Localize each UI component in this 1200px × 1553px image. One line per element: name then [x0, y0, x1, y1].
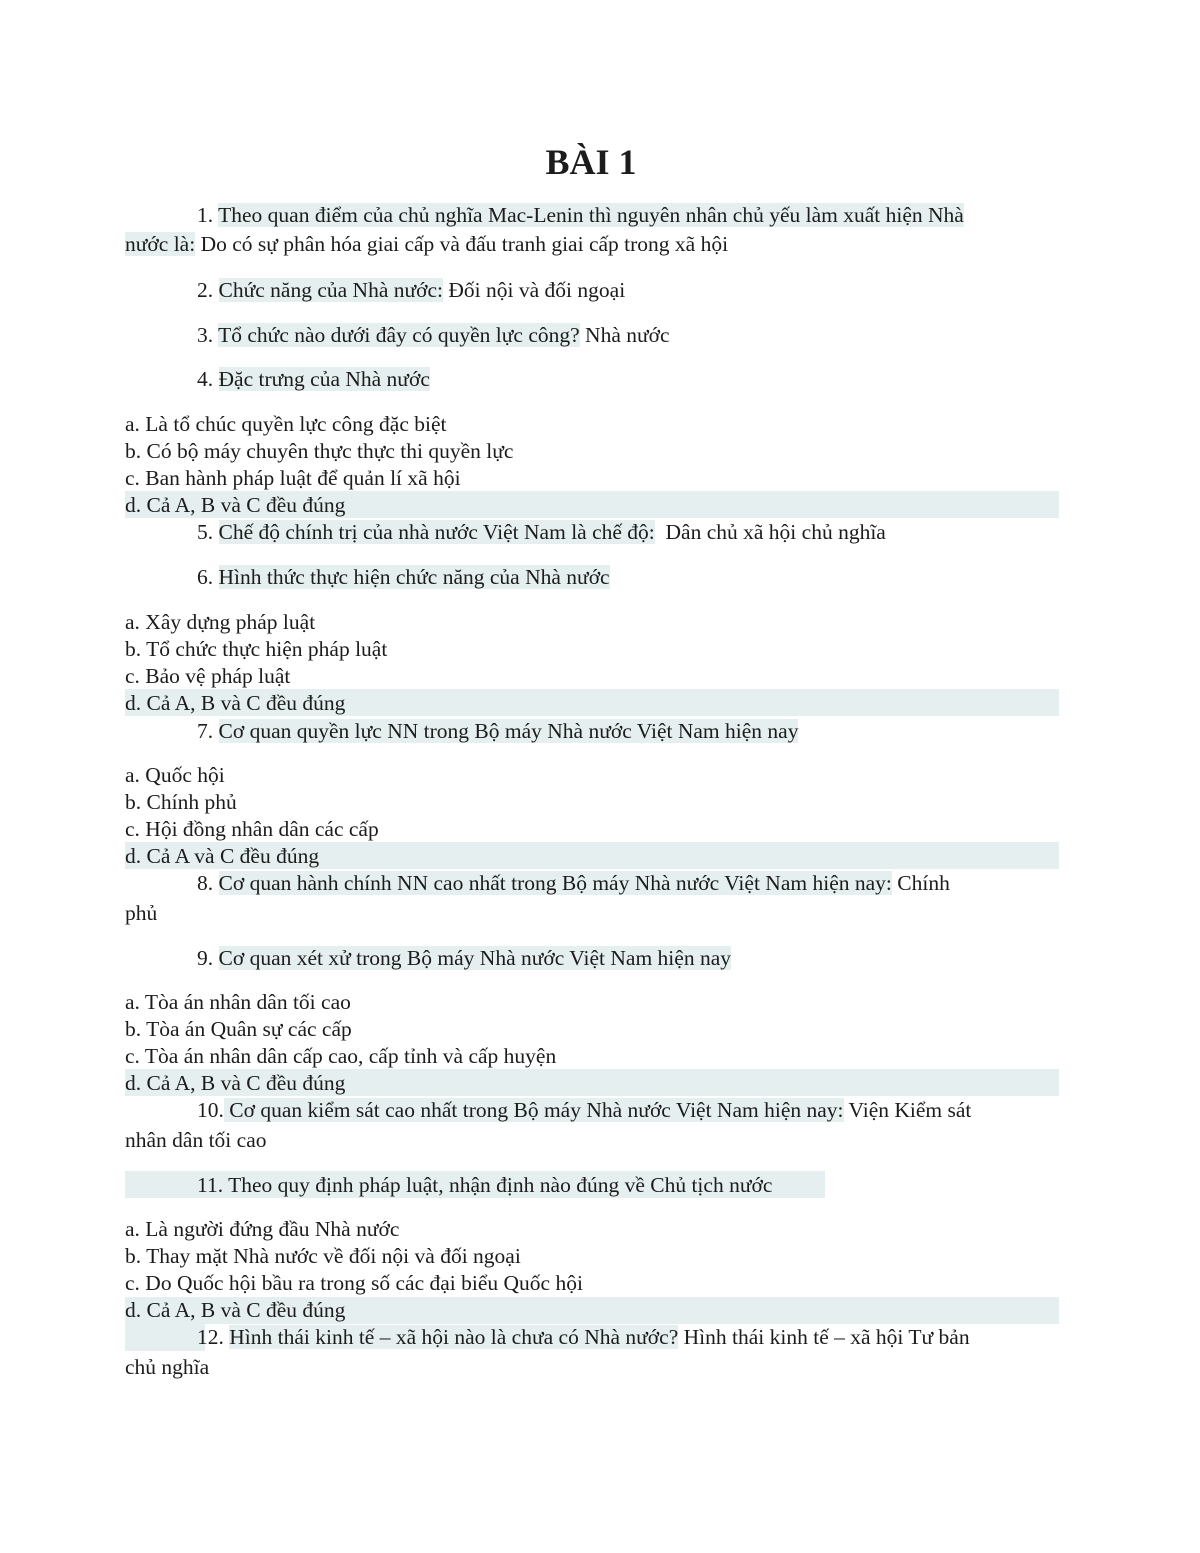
answer-text: Nhà nước	[579, 323, 670, 347]
question-text: Theo quy định pháp luật, nhận định nào đúng về Chủ tịch nước	[228, 1173, 773, 1197]
option: c. Do Quốc hội bầu ra trong số các đại biểu Quốc hội	[125, 1271, 583, 1295]
question-text: Theo quan điểm của chủ nghĩa Mac-Lenin thì nguyên nhân chủ yếu làm xuất hiện Nhà	[218, 203, 964, 227]
answer-text: Do có sự phân hóa giai cấp và đấu tranh giai cấp trong xã hội	[195, 232, 729, 256]
question-4	[197, 366, 430, 393]
question-number: 6.	[197, 565, 214, 589]
question-text: Tổ chức nào dưới đây có quyền lực công?	[218, 323, 580, 347]
option: c. Bảo vệ pháp luật	[125, 664, 291, 688]
option-correct: d. Cả A, B và C đều đúng	[125, 691, 346, 715]
question-8-line-2: phủ	[125, 901, 158, 925]
option-correct: d. Cả A, B và C đều đúng	[125, 1298, 346, 1322]
question-text: Cơ quan xét xử trong Bộ máy Nhà nước Việt Nam hiện nay	[218, 946, 731, 970]
option: c. Hội đồng nhân dân các cấp	[125, 817, 379, 841]
answer-text: Viện Kiểm sát	[843, 1098, 972, 1122]
option: a. Là người đứng đầu Nhà nước	[125, 1217, 400, 1241]
answer-text: Đối nội và đối ngoại	[443, 278, 626, 302]
option: a. Quốc hội	[125, 763, 225, 787]
option-correct: d. Cả A và C đều đúng	[125, 844, 320, 868]
option: b. Tòa án Quân sự các cấp	[125, 1017, 352, 1041]
option: c. Ban hành pháp luật để quản lí xã hội	[125, 466, 461, 490]
question-12-line-2: chủ nghĩa	[125, 1355, 210, 1379]
question-number: 1.	[197, 203, 214, 227]
question-highlight	[125, 1324, 205, 1351]
answer-text: Hình thái kinh tế – xã hội Tư bản	[678, 1325, 970, 1349]
question-text: Cơ quan hành chính NN cao nhất trong Bộ máy Nhà nước Việt Nam hiện nay:	[218, 871, 892, 895]
option-correct: d. Cả A, B và C đều đúng	[125, 1071, 346, 1095]
question-number: 2.	[197, 278, 214, 302]
answer-text: Chính	[891, 871, 950, 895]
option: b. Tổ chức thực hiện pháp luật	[125, 637, 388, 661]
option: b. Chính phủ	[125, 790, 237, 814]
page-title: BÀI 1	[545, 142, 637, 182]
question-text: Chế độ chính trị của nhà nước Việt Nam là chế độ:	[218, 520, 655, 544]
question-12-line-1	[197, 1324, 970, 1351]
question-2	[197, 277, 625, 304]
question-8-line-1	[197, 870, 950, 897]
question-text: Đặc trưng của Nhà nước	[218, 367, 430, 391]
option: a. Tòa án nhân dân tối cao	[125, 990, 351, 1014]
option: b. Thay mặt Nhà nước về đối nội và đối ngoại	[125, 1244, 521, 1268]
question-number: 4.	[197, 367, 214, 391]
option: a. Xây dựng pháp luật	[125, 610, 316, 634]
question-number: 3.	[197, 323, 214, 347]
option: a. Là tổ chúc quyền lực công đặc biệt	[125, 412, 447, 436]
question-10-line-2: nhân dân tối cao	[125, 1128, 267, 1152]
question-text: nước là:	[125, 232, 196, 256]
question-7	[197, 718, 798, 745]
question-text: Chức năng của Nhà nước:	[218, 278, 444, 302]
question-number: 9.	[197, 946, 214, 970]
question-text: Cơ quan quyền lực NN trong Bộ máy Nhà nước Việt Nam hiện nay	[218, 719, 799, 743]
question-number: 8.	[197, 871, 214, 895]
question-text: Hình thức thực hiện chức năng của Nhà nước	[218, 565, 610, 589]
question-6	[197, 564, 610, 591]
question-11	[197, 1172, 772, 1199]
question-1-line-1	[197, 202, 964, 229]
question-number: 11.	[197, 1173, 224, 1197]
question-3	[197, 322, 670, 349]
question-number: 5.	[197, 520, 214, 544]
question-9	[197, 945, 731, 972]
question-text: Hình thái kinh tế – xã hội nào là chưa có Nhà nước?	[229, 1325, 679, 1349]
question-number: 12.	[197, 1325, 224, 1349]
option: b. Có bộ máy chuyên thực thực thi quyền lực	[125, 439, 514, 463]
question-10-line-1	[197, 1097, 971, 1124]
question-number: 7.	[197, 719, 214, 743]
question-1-line-2	[125, 231, 728, 258]
question-5	[197, 519, 886, 546]
question-text: Cơ quan kiểm sát cao nhất trong Bộ máy Nhà nước Việt Nam hiện nay:	[223, 1098, 844, 1122]
option: c. Tòa án nhân dân cấp cao, cấp tỉnh và cấp huyện	[125, 1044, 557, 1068]
option-correct: d. Cả A, B và C đều đúng	[125, 493, 346, 517]
answer-text: Dân chủ xã hội chủ nghĩa	[654, 520, 886, 544]
question-number: 10.	[197, 1098, 224, 1122]
